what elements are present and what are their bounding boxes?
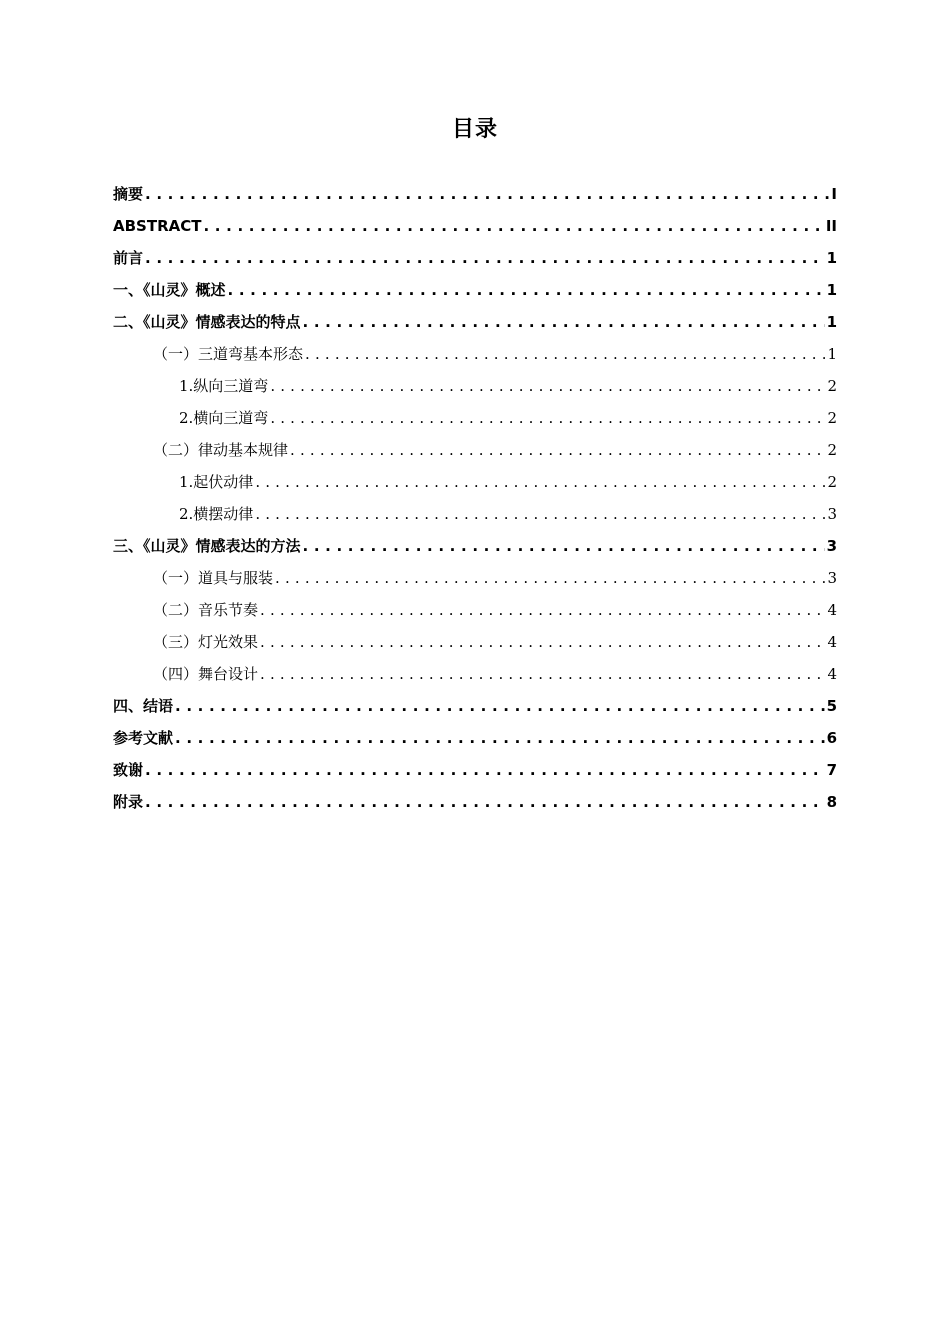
toc-entry-label: （一）三道弯基本形态: [153, 345, 304, 363]
toc-entry-label: ABSTRACT: [113, 217, 202, 235]
toc-entry-label: 2.横摆动律: [179, 505, 254, 523]
dot-leader: [290, 434, 825, 466]
toc-entry-label: （二）律动基本规律: [153, 441, 289, 459]
toc-entry-label: （二）音乐节奏: [153, 601, 259, 619]
dot-leader: [305, 338, 825, 370]
toc-entry[interactable]: [113, 466, 837, 498]
toc-entry[interactable]: [113, 658, 837, 690]
toc-entry-page-number: 3: [826, 537, 837, 555]
toc-entry[interactable]: [113, 626, 837, 658]
table-of-contents: [113, 178, 837, 818]
toc-entry[interactable]: [113, 306, 837, 338]
toc-entry-label: 四、结语: [113, 697, 174, 715]
toc-entry[interactable]: [113, 594, 837, 626]
toc-entry[interactable]: [113, 178, 837, 210]
dot-leader: [175, 722, 825, 754]
toc-entry-label: （一）道具与服装: [153, 569, 274, 587]
dot-leader: [260, 626, 825, 658]
toc-entry-label: 2.横向三道弯: [179, 409, 269, 427]
dot-leader: [270, 370, 825, 402]
toc-entry-page-number: 1: [826, 281, 837, 299]
dot-leader: [145, 754, 825, 786]
toc-entry-label: （三）灯光效果: [153, 633, 259, 651]
toc-entry-page-number: II: [825, 217, 837, 235]
toc-entry-page-number: 4: [827, 601, 837, 619]
dot-leader: [275, 562, 825, 594]
page-title: 目录: [451, 117, 498, 142]
toc-entry-label: 摘要: [113, 185, 144, 203]
toc-entry[interactable]: [113, 338, 837, 370]
toc-entry[interactable]: [113, 242, 837, 274]
toc-entry-label: 附录: [113, 793, 144, 811]
dot-leader: [145, 786, 825, 818]
toc-entry-page-number: I: [831, 185, 837, 203]
dot-leader: [145, 242, 825, 274]
toc-entry-label: 1.纵向三道弯: [179, 377, 269, 395]
toc-entry[interactable]: [113, 498, 837, 530]
dot-leader: [228, 274, 825, 306]
toc-entry-page-number: 1: [826, 249, 837, 267]
toc-entry-page-number: 4: [827, 633, 837, 651]
toc-entry-page-number: 1: [827, 345, 837, 363]
toc-entry-page-number: 6: [826, 729, 837, 747]
toc-entry-label: 三、《山灵》情感表达的方法: [113, 537, 301, 555]
toc-entry-label: 1.起伏动律: [179, 473, 254, 491]
toc-entry-label: 致谢: [113, 761, 144, 779]
dot-leader: [255, 466, 825, 498]
toc-entry[interactable]: [113, 690, 837, 722]
dot-leader: [260, 594, 825, 626]
toc-entry-label: 前言: [113, 249, 144, 267]
toc-entry[interactable]: [113, 530, 837, 562]
toc-entry-page-number: 7: [826, 761, 837, 779]
toc-entry[interactable]: [113, 722, 837, 754]
toc-entry-page-number: 1: [826, 313, 837, 331]
toc-entry[interactable]: [113, 402, 837, 434]
toc-entry-page-number: 2: [827, 473, 837, 491]
toc-entry[interactable]: [113, 370, 837, 402]
toc-entry[interactable]: [113, 210, 837, 242]
toc-entry-label: （四）舞台设计: [153, 665, 259, 683]
toc-entry-page-number: 3: [827, 505, 837, 523]
dot-leader: [175, 690, 825, 722]
dot-leader: [255, 498, 825, 530]
dot-leader: [303, 530, 825, 562]
toc-entry-page-number: 2: [827, 409, 837, 427]
dot-leader: [270, 402, 825, 434]
toc-entry-label: 参考文献: [113, 729, 174, 747]
toc-entry-label: 一、《山灵》概述: [113, 281, 226, 299]
toc-entry[interactable]: [113, 434, 837, 466]
dot-leader: [260, 658, 825, 690]
toc-entry-page-number: 4: [827, 665, 837, 683]
toc-entry-page-number: 5: [826, 697, 837, 715]
toc-entry[interactable]: [113, 754, 837, 786]
dot-leader: [203, 210, 823, 242]
toc-entry-label: 二、《山灵》情感表达的特点: [113, 313, 301, 331]
dot-leader: [303, 306, 825, 338]
toc-entry-page-number: 2: [827, 441, 837, 459]
dot-leader: [145, 178, 829, 210]
toc-entry[interactable]: [113, 274, 837, 306]
toc-entry-page-number: 8: [826, 793, 837, 811]
toc-entry[interactable]: [113, 786, 837, 818]
toc-entry-page-number: 2: [827, 377, 837, 395]
toc-entry-page-number: 3: [827, 569, 837, 587]
toc-entry[interactable]: [113, 562, 837, 594]
